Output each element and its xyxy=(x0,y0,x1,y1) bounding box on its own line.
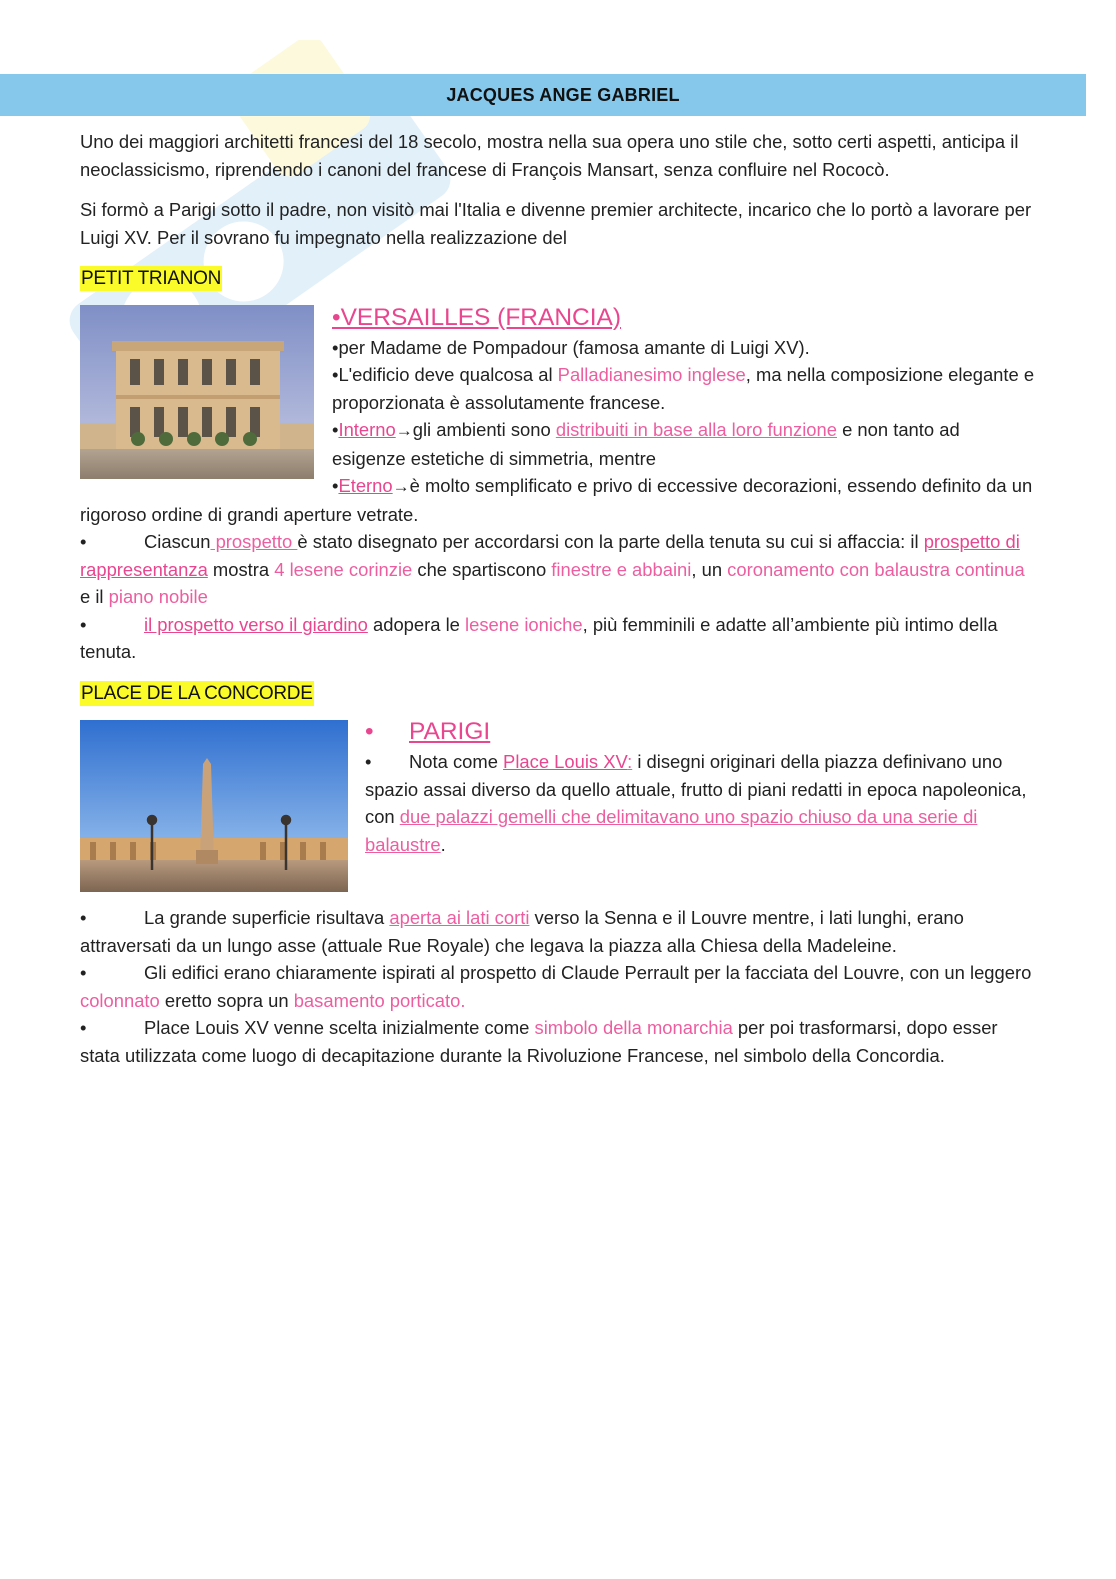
text: Gli edifici erano chiaramente ispirati al prospetto di Claude Perrault per la facciata del Louvre, con un leggero xyxy=(144,962,1032,983)
trianon-bullet-6 xyxy=(80,611,1035,666)
title-bar xyxy=(0,74,1086,116)
highlight-concorde: PLACE DE LA CONCORDE xyxy=(81,682,313,704)
link-distribuiti: distribuiti in base alla loro funzione xyxy=(555,419,837,440)
text: , ma nella composizione elegante e proporzionata è assolutamente francese. xyxy=(332,364,1035,413)
phrase-finestre: finestre e abbaini xyxy=(551,558,692,580)
term-prospetto-rappresentanza: prospetto di rappresentanza xyxy=(80,531,1020,580)
text: Place Louis XV venne scelta inizialmente come xyxy=(144,1017,535,1038)
arrow-right-icon: → xyxy=(392,477,410,496)
text: , più femminili e adatte all’ambiente più intimo della tenuta. xyxy=(80,613,998,662)
term-eterno: Eterno xyxy=(338,475,393,496)
link-prospetto: prospetto xyxy=(210,531,298,552)
bullet: • xyxy=(332,475,339,496)
trianon-bullet-4 xyxy=(80,472,1035,528)
phrase-simbolo-monarchia: simbolo della monarchia xyxy=(534,1017,733,1038)
phrase-colonnato: colonnato xyxy=(80,989,160,1011)
bullet: • xyxy=(332,419,339,440)
phrase-coronamento: coronamento con balaustra continua xyxy=(727,558,1025,580)
bullet: • xyxy=(80,962,87,983)
bullet: • xyxy=(365,718,374,745)
petit-trianon-photo xyxy=(80,305,314,479)
phrase-piano-nobile: piano nobile xyxy=(108,586,208,607)
place-concorde-photo xyxy=(80,720,348,892)
text: gli ambienti sono xyxy=(412,419,556,440)
text: Nota come xyxy=(409,751,504,772)
bullet: • xyxy=(80,1017,87,1038)
intro-paragraph-1: Uno dei maggiori architetti francesi del 18 secolo, mostra nella sua opera uno stile che, sotto certi aspetti, anticipa il neoclassicismo, riprendendo i canoni del francese di François Mansart, senza confluire nel Rococò. xyxy=(80,131,1019,180)
concorde-bullet-2 xyxy=(80,959,1035,1014)
document-body xyxy=(80,128,1035,1069)
text: è stato disegnato per accordarsi con la parte della tenuta su cui si affaccia: il xyxy=(297,531,924,552)
text: La grande superficie risultava xyxy=(144,907,390,928)
phrase-lesene-corinzie: 4 lesene corinzie xyxy=(274,558,413,580)
text: i disegni originari della piazza definivano uno spazio assai diverso da quello attuale, frutto di piani redatti in epoca napoleonica, con xyxy=(365,751,1027,827)
section-label-trianon xyxy=(80,264,1035,292)
text: •L'edificio deve qualcosa al xyxy=(332,364,558,385)
text: verso la Senna e il Louvre mentre, i lati lunghi, erano attraversati da un lungo asse (attuale Rue Royale) che legava la piazza alla Chiesa della Madeleine. xyxy=(80,907,964,956)
trianon-location-heading: •VERSAILLES (FRANCIA) xyxy=(332,303,622,331)
text: che spartiscono xyxy=(412,558,552,580)
trianon-bullet-1: •per Madame de Pompadour (famosa amante di Luigi XV). xyxy=(332,336,810,358)
trianon-bullet-5 xyxy=(80,528,1035,611)
text: adopera le xyxy=(367,613,466,635)
link-palladianesimo: Palladianesimo inglese xyxy=(557,364,746,385)
intro-paragraph-2: Si formò a Parigi sotto il padre, non visitò mai l'Italia e divenne premier architecte, incarico che lo portò a lavorare per Luigi XV. Per il sovrano fu impegnato nella realizzazione del xyxy=(80,199,1032,248)
text: , un xyxy=(691,558,728,580)
text: è molto semplificato e privo di eccessive decorazioni, essendo definito da un rigoroso ordine di grandi aperture vetrate. xyxy=(80,475,1033,525)
text: . xyxy=(440,833,446,855)
phrase-basamento: basamento porticato. xyxy=(293,989,466,1011)
text: per poi trasformarsi, dopo esser stata utilizzata come luogo di decapitazione durante la Rivoluzione Francese, nel simbolo della Concordia. xyxy=(80,1017,998,1066)
text: e non tanto ad esigenze estetiche di simmetria, mentre xyxy=(332,419,960,469)
arrow-right-icon: → xyxy=(395,421,413,440)
concorde-bullet-3 xyxy=(80,1014,1035,1069)
bullet: • xyxy=(80,613,87,635)
text: e il xyxy=(80,586,109,607)
bullet: • xyxy=(80,907,87,928)
text: mostra xyxy=(207,558,275,580)
term-interno: Interno xyxy=(338,419,396,440)
term-prospetto-giardino: il prospetto verso il giardino xyxy=(144,613,368,635)
text: Ciascun xyxy=(144,531,211,552)
bullet: • xyxy=(80,531,87,552)
link-palazzi-gemelli: due palazzi gemelli che delimitavano uno spazio chiuso da una serie di balaustre xyxy=(365,806,978,855)
section-label-concorde xyxy=(80,679,1035,707)
text: eretto sopra un xyxy=(159,989,294,1011)
bullet: • xyxy=(365,751,372,772)
phrase-lesene-ioniche: lesene ioniche xyxy=(465,613,583,635)
highlight-trianon: PETIT TRIANON xyxy=(81,268,222,289)
page-title: JACQUES ANGE GABRIEL xyxy=(446,84,680,105)
location-parigi: PARIGI xyxy=(409,718,491,745)
term-place-louis-xv: Place Louis XV xyxy=(503,751,628,772)
text: : xyxy=(627,751,633,772)
link-aperta-lati-corti: aperta ai lati corti xyxy=(389,907,530,928)
concorde-bullet-1 xyxy=(80,904,1035,959)
